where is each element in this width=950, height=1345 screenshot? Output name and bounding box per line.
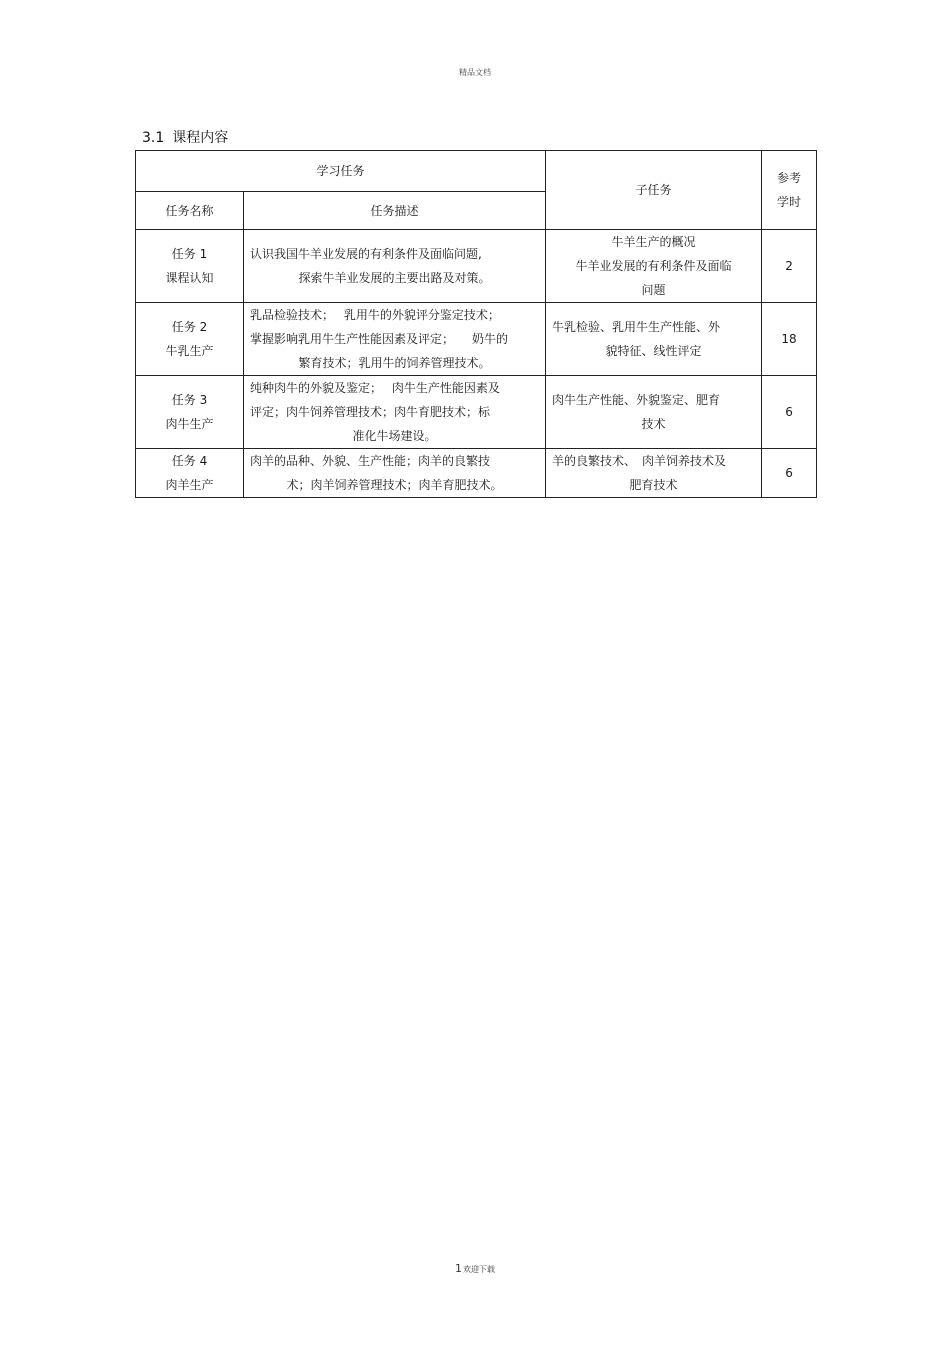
desc-line: 掌握影响乳用牛生产性能因素及评定； 奶牛的: [250, 332, 509, 346]
task-name-cell: [136, 303, 244, 376]
subtask-cell: [546, 303, 762, 376]
desc-line: 繁育技术；乳用牛的饲养管理技术。: [298, 356, 491, 370]
header-hours-line1: 参考: [777, 171, 802, 185]
subtask-line: 貌特征、线性评定: [605, 344, 702, 358]
table-row: [136, 376, 817, 449]
desc-line: 纯种肉牛的外貌及鉴定； 肉牛生产性能因素及: [250, 381, 500, 395]
hours-cell: 6: [762, 449, 817, 498]
page-number: 1: [455, 1262, 462, 1275]
header-task-desc: 任务描述: [244, 192, 546, 230]
task-number: 任务 1: [171, 247, 208, 261]
subtask-line: 牛乳检验、乳用牛生产性能、外: [552, 320, 721, 334]
header-learning-task: 学习任务: [136, 151, 546, 192]
task-name-cell: [136, 449, 244, 498]
task-name-cell: [136, 230, 244, 303]
subtask-line: 羊的良繁技术、 肉羊饲养技术及: [552, 454, 727, 468]
desc-line: 乳品检验技术； 乳用牛的外貌评分鉴定技术；: [250, 308, 500, 322]
task-desc-cell: [244, 303, 546, 376]
header-subtask: 子任务: [546, 151, 762, 230]
subtask-cell: [546, 449, 762, 498]
subtask-line: 肉牛生产性能、外貌鉴定、肥育: [552, 393, 721, 407]
task-title: 牛乳生产: [165, 344, 214, 358]
task-number: 任务 3: [171, 393, 208, 407]
header-task-name: 任务名称: [136, 192, 244, 230]
desc-line: 评定；肉牛饲养管理技术；肉牛育肥技术；标: [250, 405, 491, 419]
subtask-cell: [546, 376, 762, 449]
hours-cell: 2: [762, 230, 817, 303]
task-desc-cell: [244, 449, 546, 498]
footer-text: 欢迎下载: [463, 1265, 495, 1274]
subtask-line: 问题: [641, 283, 666, 297]
subtask-line: 技术: [641, 417, 666, 431]
table-row: [136, 230, 817, 303]
task-title: 肉羊生产: [165, 478, 214, 492]
task-title: 课程认知: [165, 271, 214, 285]
hours-cell: 6: [762, 376, 817, 449]
section-title: [142, 127, 228, 147]
desc-line: 术；肉羊饲养管理技术；肉羊育肥技术。: [286, 478, 503, 492]
hours-cell: 18: [762, 303, 817, 376]
header-hours: [762, 151, 817, 230]
page-header: 精品文档: [459, 68, 491, 77]
course-content-table: [135, 150, 817, 498]
desc-line: 探索牛羊业发展的主要出路及对策。: [298, 271, 491, 285]
task-title: 肉牛生产: [165, 417, 214, 431]
subtask-line: 肥育技术: [629, 478, 678, 492]
desc-line: 认识我国牛羊业发展的有利条件及面临问题,: [250, 247, 482, 261]
task-number: 任务 2: [171, 320, 208, 334]
section-title-text: 课程内容: [172, 130, 229, 146]
task-name-cell: [136, 376, 244, 449]
section-number: 3.1: [142, 130, 165, 146]
desc-line: 肉羊的品种、外貌、生产性能；肉羊的良繁技: [250, 454, 491, 468]
subtask-line: 牛羊业发展的有利条件及面临: [575, 259, 732, 273]
subtask-cell: [546, 230, 762, 303]
table-row: [136, 449, 817, 498]
task-number: 任务 4: [171, 454, 208, 468]
page-footer: [0, 1262, 950, 1275]
subtask-line: 牛羊生产的概况: [611, 235, 696, 249]
task-desc-cell: [244, 376, 546, 449]
desc-line: 准化牛场建设。: [352, 429, 437, 443]
header-hours-line2: 学时: [777, 195, 802, 209]
task-desc-cell: [244, 230, 546, 303]
table-row: [136, 303, 817, 376]
